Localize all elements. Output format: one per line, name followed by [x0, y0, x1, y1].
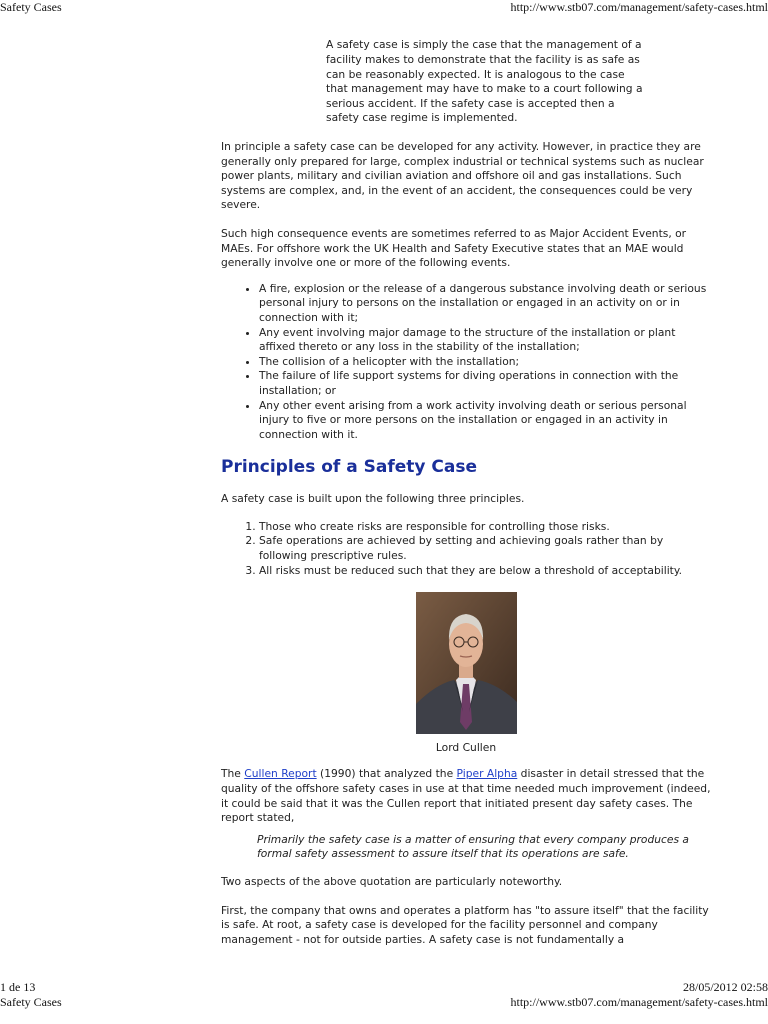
piper-alpha-link[interactable]: Piper Alpha [456, 767, 518, 781]
safety-case-definition-quote [326, 34, 671, 126]
cullen-report-link[interactable]: Cullen Report [244, 767, 317, 781]
list-item: • The failure of life support systems for diving operations in connection with the installation; or [259, 369, 711, 398]
photo-caption: Lord Cullen [435, 740, 497, 754]
article-body [221, 34, 711, 947]
quote-line: can be reasonably expected. It is analogous to the case [326, 67, 625, 81]
aspects-paragraph: Two aspects of the above quotation are particularly noteworthy. [221, 875, 563, 888]
list-item: • Any event involving major damage to the structure of the installation or plant affixed thereto or any loss in the stability of the installation; [259, 326, 711, 355]
mae-paragraph: Such high consequence events are sometimes referred to as Major Accident Events, or MAEs. For offshore work the UK Health and Safety Executive states that an MAE would generally involve one or more of the following events. [221, 226, 687, 270]
print-header-title: Safety Cases [0, 0, 62, 14]
mae-event-list [221, 282, 711, 443]
print-header-url: http://www.stb07.com/management/safety-cases.html [510, 0, 768, 14]
quote-line: safety case regime is implemented. [326, 111, 518, 125]
quote-line: serious accident. If the safety case is accepted then a [326, 96, 615, 110]
list-item: • Any other event arising from a work activity involving death or serious personal injury to five or more persons on the installation or engaged in an activity in connection with it. [259, 399, 711, 443]
list-item: 3. All risks must be reduced such that they are below a threshold of acceptability. [259, 564, 711, 579]
text-run: disaster in detail stressed that the quality of the offshore safety cases in use at that time needed much improvement (indeed, it could be said that it was the Cullen report that initiated present day safety cases. The report stated, [221, 767, 711, 825]
section-heading: Principles of a Safety Case [221, 457, 477, 478]
principles-intro: A safety case is built upon the following three principles. [221, 492, 525, 506]
list-item: • A fire, explosion or the release of a dangerous substance involving death or serious personal injury to persons on the installation or engaged in an activity on or in connection with it; [259, 282, 711, 326]
print-footer-row1 [0, 980, 768, 994]
list-item: 2. Safe operations are achieved by setting and achieving goals rather than by following prescriptive rules. [259, 534, 711, 563]
quote-line: that management may have to make to a court following a [326, 82, 643, 96]
page-number: 1 de 13 [0, 980, 36, 994]
cullen-paragraph [221, 767, 711, 825]
list-item: • The collision of a helicopter with the installation; [259, 355, 711, 370]
print-header [0, 0, 768, 16]
lord-cullen-figure [221, 592, 711, 755]
quote-line: facility makes to demonstrate that the facility is as safe as [326, 53, 640, 67]
text-run: The [221, 767, 245, 781]
print-footer-url: http://www.stb07.com/management/safety-cases.html [510, 995, 768, 1009]
quote-line: A safety case is simply the case that the management of a [326, 38, 642, 52]
lord-cullen-photo [416, 592, 517, 734]
print-footer-row2 [0, 995, 768, 1009]
report-quote: Primarily the safety case is a matter of ensuring that every company produces a formal safety assessment to assure itself that its operations are safe. [257, 832, 689, 861]
principles-list [221, 520, 711, 578]
print-datetime: 28/05/2012 02:58 [682, 980, 768, 994]
list-item: 1. Those who create risks are responsible for controlling those risks. [259, 520, 711, 535]
first-aspect-paragraph: First, the company that owns and operates a platform has "to assure itself" that the facility is safe. At root, a safety case is developed for the facility personnel and company management - not for outside parties. A safety case is not fundamentally a [221, 903, 709, 946]
print-footer-title: Safety Cases [0, 995, 62, 1009]
text-run: (1990) that analyzed the [316, 767, 457, 781]
intro-paragraph: In principle a safety case can be developed for any activity. However, in practice they are generally only prepared for large, complex industrial or technical systems such as nuclear power plants, military and civilian aviation and offshore oil and gas installations. Such systems are complex, and, in the event of an accident, the consequences could be very severe. [221, 140, 704, 212]
